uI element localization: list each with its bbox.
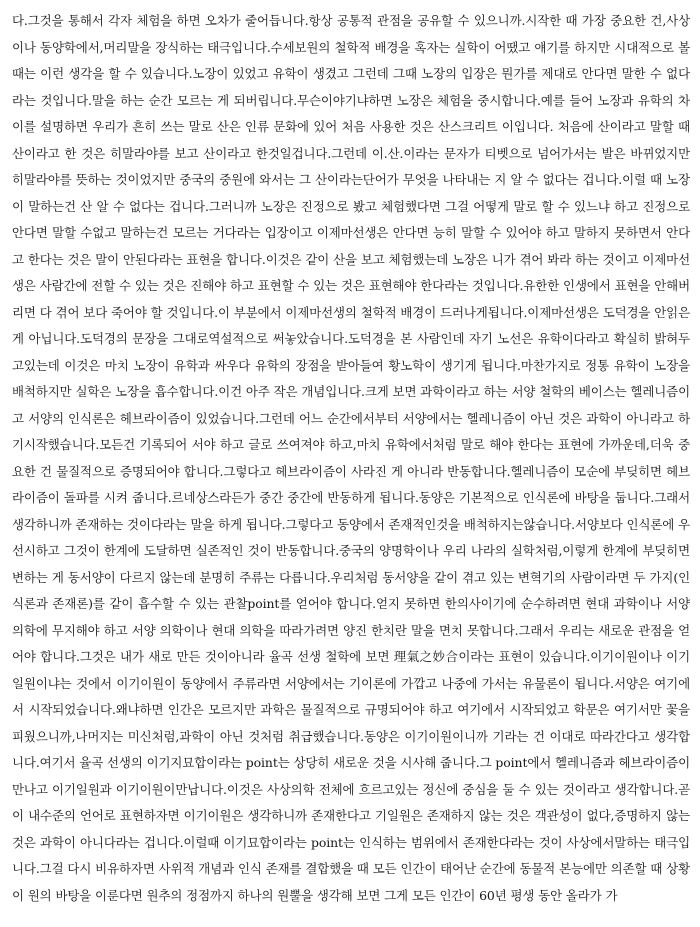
body-paragraph: 다.그것을 통해서 각자 체험을 하면 오차가 줄어듭니다.항상 공통적 관점을 공유할 수 있으니까.시작한 때 가장 중요한 건,사상이나 동양학에서,머리말을 장식하는 태극입니다.수세보원의 철학적 배경을 혹자는 실학이 어땠고 얘기를 하지만 시대적으로 볼 때는 이런 생각을 할 수 있습니다.노장이 있었고 유학이 생겼고 그런데 그때 노장의 입장은 뭔가를 제대로 안다면 말한 수 없다라는 것입니다.말을 하는 순간 모르는 게 되버립니다.무슨이야기냐하면 노장은 체험을 중시합니다.예를 들어 노장과 유학의 차이를 설명하면 우리가 흔히 쓰는 말로 산은 인류 문화에 있어 처음 사용한 것은 산스크리트 이입니다. 처음에 산이라고 말할 때 산이라고 한 것은 히말라야를 보고 산이라고 한것일겁니다.그런데 이.산.이라는 문자가 티벳으로 넘어가서는 발은 바뀌었지만 히말라야를 뜻하는 것이었지만 중국의 중원에 와서는 그 산이라는단어가 무엇을 나타내는 지 알 수 없다는 겁니다.이럴 때 노장이 말하는건 산 알 수 없다는 겁니다.그러니까 노장은 진정으로 봤고 체험했다면 그걸 어떻게 말로 할 수 있느냐 하고 진정으로 안다면 말할 수없고 말하는건 모르는 거다라는 입장이고 이제마선생은 안다면 능히 말할 수 있어야 하고 말하지 못하면서 안다고 한다는 것은 말이 안된다라는 표현을 합니다.이것은 같이 산을 보고 체험했는데 노장은 니가 겪어 봐라 하는 것이고 이제마선생은 사람간에 전할 수 있는 것은 진해야 하고 표현할 수 있는 것은 표현해야 한다라는 것입니다.유한한 인생에서 표현을 안해버리면 다 겪어 보다 죽어야 할 것입니다.이 부분에서 이제마선생의 철학적 배경이 드러나게됩니다.이제마선생은 도덕경을 안읽은게 아닙니다.도덕경의 문장을 그대로역설적으로 써놓았습니다.도덕경을 본 사람인데 자기 노선은 유학이다라고 확실히 밝혀두고있는데 이것은 마치 노장이 유학과 싸우다 유학의 장점을 받아들여 황노학이 생기게 됩니다.마찬가지로 정통 유학이 노장을 배척하지만 실학은 노장을 흡수합니다.이건 아주 작은 개념입니다.크게 보면 과학이라고 하는 서양 철학의 베이스는 헬레니즘이고 서양의 인식론은 헤브라이즘이 있었습니다.그런데 어느 순간에서부터 서양에서는 헬레니즘이 아닌 것은 과학이 아니라고 하기시작했습니다.모든건 기록되어 서야 하고 글로 쓰여져야 하고,마치 유학에서처럼 말로 해야 한다는 표현에 가까운데,더욱 중요한 건 물질적으로 증명되어야 합니다.그렇다고 헤브라이즘이 사라진 게 아니라 반동합니다.헬레니즘이 모순에 부딪히면 헤브라이즘이 돌파를 시켜 줍니다.르네상스라든가 중간 중간에 반동하게 됩니다.동양은 기본적으로 인식론에 바탕을 둡니다.그래서 생각하니까 존재하는 것이다라는 말을 하게 됩니다.그렇다고 동양에서 존재적인것을 배척하지는않습니다.서양보다 인식론에 우선시하고 그것이 한계에 도달하면 실존적인 것이 반동합니다.중국의 양명학이나 우리 나라의 실학처럼,이렇게 한계에 부딪히면 변하는 게 동서양이 다르지 않는데 분명히 주류는 다릅니다.우리처럼 동서양을 같이 겪고 있는 변혁기의 사람이라면 두 가지(인식론과 존재론)를 같이 흡수할 수 있는 관찰point를 얻어야 합니다.얻지 못하면 한의사이기에 순수하려면 현대 과학이나 서양 의학에 무지해야 하고 서양 의학이나 현대 의학을 따라가려면 양진 한치란 말을 면치 못합니다.그래서 우리는 새로운 관점을 얻어야 합니다.그것은 내가 새로 만든 것이아니라 율곡 선생 철학에 보면 理氣之妙合이라는 표현이 있습니다.이기이원이나 이기일원이냐는 것에서 이기이원이 동양에서 주류라면 서양에서는 기이론에 가깝고 나중에 가서는 유물론이 됩니다.서양은 여기에서 시작되었습니다.왜냐하면 인간은 모르지만 과학은 물질적으로 규명되어야 하고 여기에서 시작되었고 학문은 여기서만 꽃을 피웠으니까,나머지는 미신처럼,과학이 아닌 것처럼 취급했습니다.동양은 이기이원이니까 기라는 건 이대로 따라간다고 생각합니다.여기서 율곡 선생의 이기지묘합이라는 point는 상당히 새로운 것을 시사해 줍니다.그 point에서 헬레니즘과 헤브라이즘이 만나고 이기일원과 이기이원이만납니다.이것은 사상의학 전체에 흐르고있는 정신에 중심을 둘 수 있는 것이라고 생각합니다.곧이 내수준의 언어로 표현하자면 이기이원은 생각하니까 존재한다고 기일원은 존재하지 않는 것은 객관성이 없다,증명하지 않는 것은 과학이 아니다라는 겁니다.이럴때 이기묘합이라는 point는 인식하는 범위에서 존재한다라는 것이 사상에서말하는 태극입니다.그걸 다시 비유하자면 사위적 개념과 인식 존재를 결합했을 때 모든 인간이 태어난 순간에 동물적 본능에만 의존할 때 상황이 원의 바탕을 이룬다면 원추의 정점까지 하나의 원뿔을 생각해 보면 그게 모든 인간이 60년 평생 동안 올라가 가 xyxy=(12,13,691,903)
